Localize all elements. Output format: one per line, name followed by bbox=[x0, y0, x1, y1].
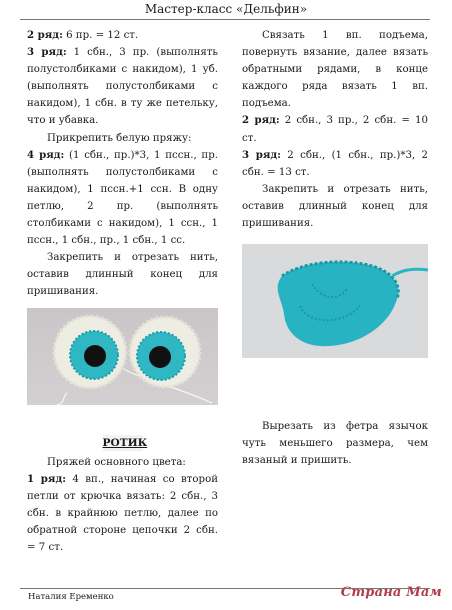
row-2-text: 6 пр. = 12 ст. bbox=[62, 30, 139, 41]
fasten-paragraph: Закрепить и отрезать нить, оставив длинный конец для пришивания. bbox=[27, 252, 218, 298]
felt-paragraph: Вырезать из фетра язычок чуть меньшего размера, чем вязаный и пришить. bbox=[242, 421, 428, 467]
row-3-text: 1 сбн., 3 пр. (выполнять полустолбиками с накидом), 1 уб. (выполнять полустолбиками с накидом), 1 сбн. в ту же петельку, что и убавка. bbox=[27, 47, 218, 127]
right-row-3-label: 3 ряд: bbox=[242, 148, 281, 161]
header-divider bbox=[20, 19, 430, 20]
row-1-text: 4 вп., начиная со второй петли от крючка вязать: 2 сбн., 3 сбн. в крайнюю петлю, далее по обратной стороне цепочки 2 сбн. = 7 ст. bbox=[27, 473, 218, 553]
footer-author: Наталия Еременко bbox=[28, 592, 114, 602]
crochet-eyes-image bbox=[27, 308, 218, 405]
tie-paragraph: Связать 1 вп. подъема, повернуть вязание, далее вязать обратными рядами, в конце каждого ряда вязать 1 вп. подъема. bbox=[242, 30, 428, 110]
site-watermark: Страна Мам bbox=[340, 585, 442, 600]
row-3-label: 3 ряд: bbox=[27, 46, 67, 59]
right-row-3-text: 2 сбн., (1 сбн., пр.)*3, 2 сбн. = 13 ст. bbox=[242, 149, 428, 178]
row-4-label: 4 ряд: bbox=[27, 148, 65, 161]
row-4-text: (1 сбн., пр.)*3, 1 пссн., пр. (выполнять полустолбиками с накидом), 1 пссн.+1 ссн. В одну петлю, 2 пр. (выполнять столбиками с накидом), 1 ссн., 1 пссн., 1 сбн., пр., 1 сбн., 1 сс. bbox=[27, 149, 218, 247]
attach-white-paragraph: Прикрепить белую пряжу: bbox=[47, 132, 192, 144]
left-column bbox=[27, 27, 218, 556]
header-title: Мастер-класс «Дельфин» bbox=[144, 2, 308, 16]
right-fasten-paragraph: Закрепить и отрезать нить, оставив длинный конец для пришивания. bbox=[242, 183, 428, 230]
right-row-2-paragraph bbox=[242, 112, 428, 146]
row-4-paragraph bbox=[27, 147, 218, 250]
right-row-2-label: 2 ряд: bbox=[242, 114, 280, 127]
eyes-photo bbox=[27, 308, 218, 405]
mouth-photo bbox=[242, 244, 428, 358]
crochet-mouth-image bbox=[242, 244, 428, 358]
right-column bbox=[242, 27, 428, 469]
row-3-paragraph bbox=[27, 44, 218, 129]
right-row-2-text: 2 сбн., 3 пр., 2 сбн. = 10 ст. bbox=[242, 115, 428, 144]
section-title: РОТИК bbox=[102, 436, 148, 449]
main-yarn-paragraph: Пряжей основного цвета: bbox=[47, 456, 186, 468]
row-1-label: 1 ряд: bbox=[27, 472, 67, 485]
row-1-paragraph bbox=[27, 471, 218, 556]
right-row-3-paragraph bbox=[242, 147, 428, 181]
row-2-label: 2 ряд: bbox=[27, 29, 63, 41]
row-2-paragraph bbox=[27, 27, 218, 44]
